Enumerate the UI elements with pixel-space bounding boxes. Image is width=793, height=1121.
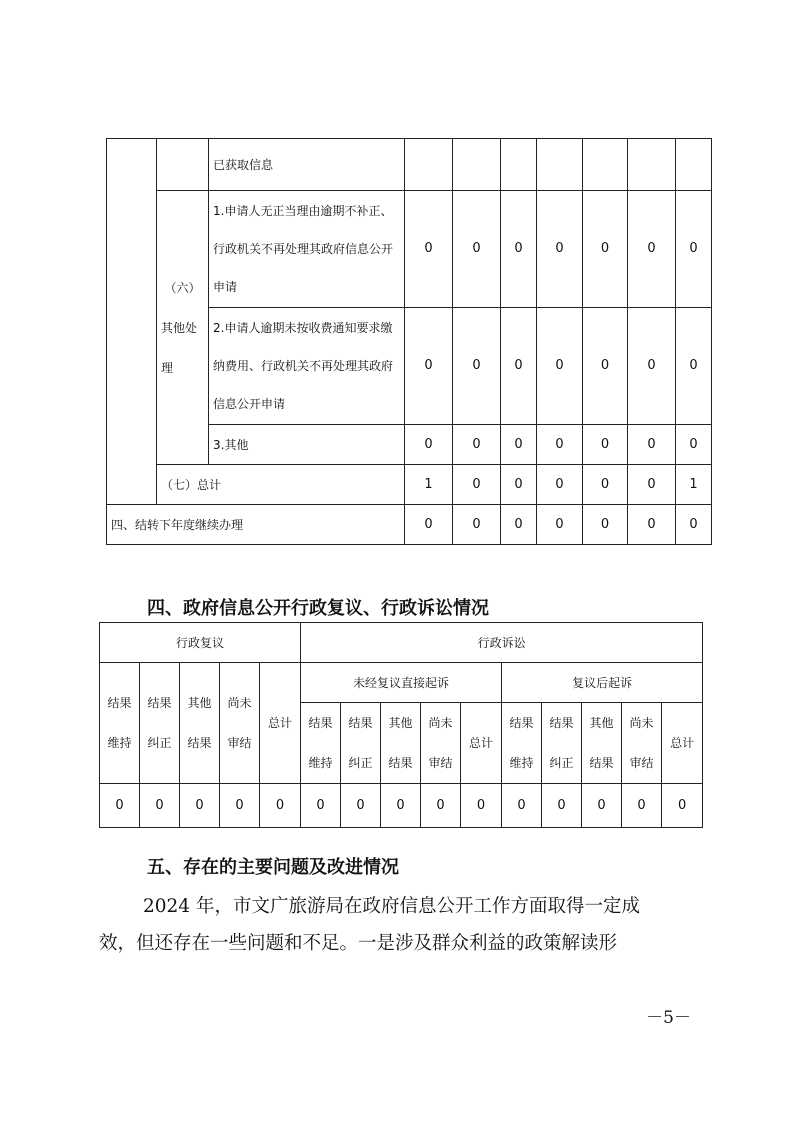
value-cell: 0 [405,425,453,465]
header-admin-litigation: 行政诉讼 [301,623,703,663]
value-cell: 0 [381,784,421,828]
value-cell: 0 [628,465,676,505]
value-cell: 0 [501,191,537,308]
value-cell: 0 [537,308,583,425]
value-cell: 0 [662,784,703,828]
header-admin-review: 行政复议 [100,623,301,663]
col-header: 结果纠正 [542,703,582,784]
value-cell: 0 [100,784,140,828]
col-header: 结果纠正 [140,663,180,784]
value-cell: 0 [583,191,628,308]
value-cell: 0 [405,308,453,425]
value-cell: 0 [676,425,712,465]
value-cell: 0 [628,505,676,545]
value-cell: 0 [582,784,622,828]
value-cell: 0 [676,308,712,425]
value-cell: 1 [405,465,453,505]
disclosure-stats-table [106,138,712,545]
value-cell: 0 [501,425,537,465]
section-5-heading: 五、存在的主要问题及改进情况 [147,857,399,878]
value-cell: 0 [537,505,583,545]
row-label-obtained-info: 已获取信息 [209,139,405,191]
value-cell: 0 [301,784,341,828]
col-header: 尚未审结 [421,703,461,784]
value-cell: 0 [537,465,583,505]
col-header: 总计 [260,663,301,784]
row-label-total: （七）总计 [157,465,405,505]
value-cell: 0 [260,784,301,828]
value-cell: 0 [405,505,453,545]
value-cell: 0 [453,191,501,308]
paragraph-line: 2024 年，市文广旅游局在政府信息公开工作方面取得一定成 [143,896,640,917]
value-cell: 0 [628,425,676,465]
value-cell: 0 [542,784,582,828]
page-number: －5－ [646,1008,691,1028]
value-cell: 0 [180,784,220,828]
col-header: 其他结果 [582,703,622,784]
value-cell: 0 [453,465,501,505]
value-cell: 1 [676,465,712,505]
value-cell: 0 [502,784,542,828]
value-cell: 0 [453,308,501,425]
row-label-6-2: 2.申请人逾期未按收费通知要求缴纳费用、行政机关不再处理其政府信息公开申请 [209,308,405,425]
paragraph-line: 效，但还存在一些问题和不足。一是涉及群众利益的政策解读形 [99,933,618,954]
value-cell: 0 [622,784,662,828]
value-cell: 0 [628,191,676,308]
value-cell: 0 [421,784,461,828]
value-cell: 0 [501,505,537,545]
value-cell: 0 [676,191,712,308]
value-cell: 0 [583,308,628,425]
header-direct-suit: 未经复议直接起诉 [301,663,502,703]
value-cell: 0 [583,505,628,545]
value-cell: 0 [583,425,628,465]
value-cell: 0 [676,505,712,545]
col-header: 总计 [662,703,703,784]
blank-cell [157,139,209,191]
row-label-6-3: 3.其他 [209,425,405,465]
col-header: 结果纠正 [341,703,381,784]
value-cell: 0 [501,308,537,425]
col-header: 其他结果 [381,703,421,784]
value-cell: 0 [405,191,453,308]
value-cell: 0 [140,784,180,828]
value-cell: 0 [583,465,628,505]
col-header: 结果维持 [100,663,140,784]
col-header: 尚未审结 [622,703,662,784]
value-cell: 0 [537,191,583,308]
header-suit-after-review: 复议后起诉 [502,663,703,703]
value-cell: 0 [220,784,260,828]
group-6-label: （六） 其他处 理 [157,191,209,465]
value-cell: 0 [537,425,583,465]
blank-group-cell [107,139,157,505]
col-header: 总计 [461,703,502,784]
value-cell: 0 [341,784,381,828]
value-cell: 0 [628,308,676,425]
section-4-heading: 四、政府信息公开行政复议、行政诉讼情况 [147,598,489,619]
col-header: 尚未审结 [220,663,260,784]
review-litigation-table [99,622,703,828]
value-cell: 0 [501,465,537,505]
row-label-6-1: 1.申请人无正当理由逾期不补正、行政机关不再处理其政府信息公开申请 [209,191,405,308]
value-cell: 0 [453,425,501,465]
value-cell: 0 [461,784,502,828]
col-header: 结果维持 [301,703,341,784]
col-header: 结果维持 [502,703,542,784]
row-label-carry-over: 四、结转下年度继续办理 [107,505,405,545]
col-header: 其他结果 [180,663,220,784]
value-cell: 0 [453,505,501,545]
